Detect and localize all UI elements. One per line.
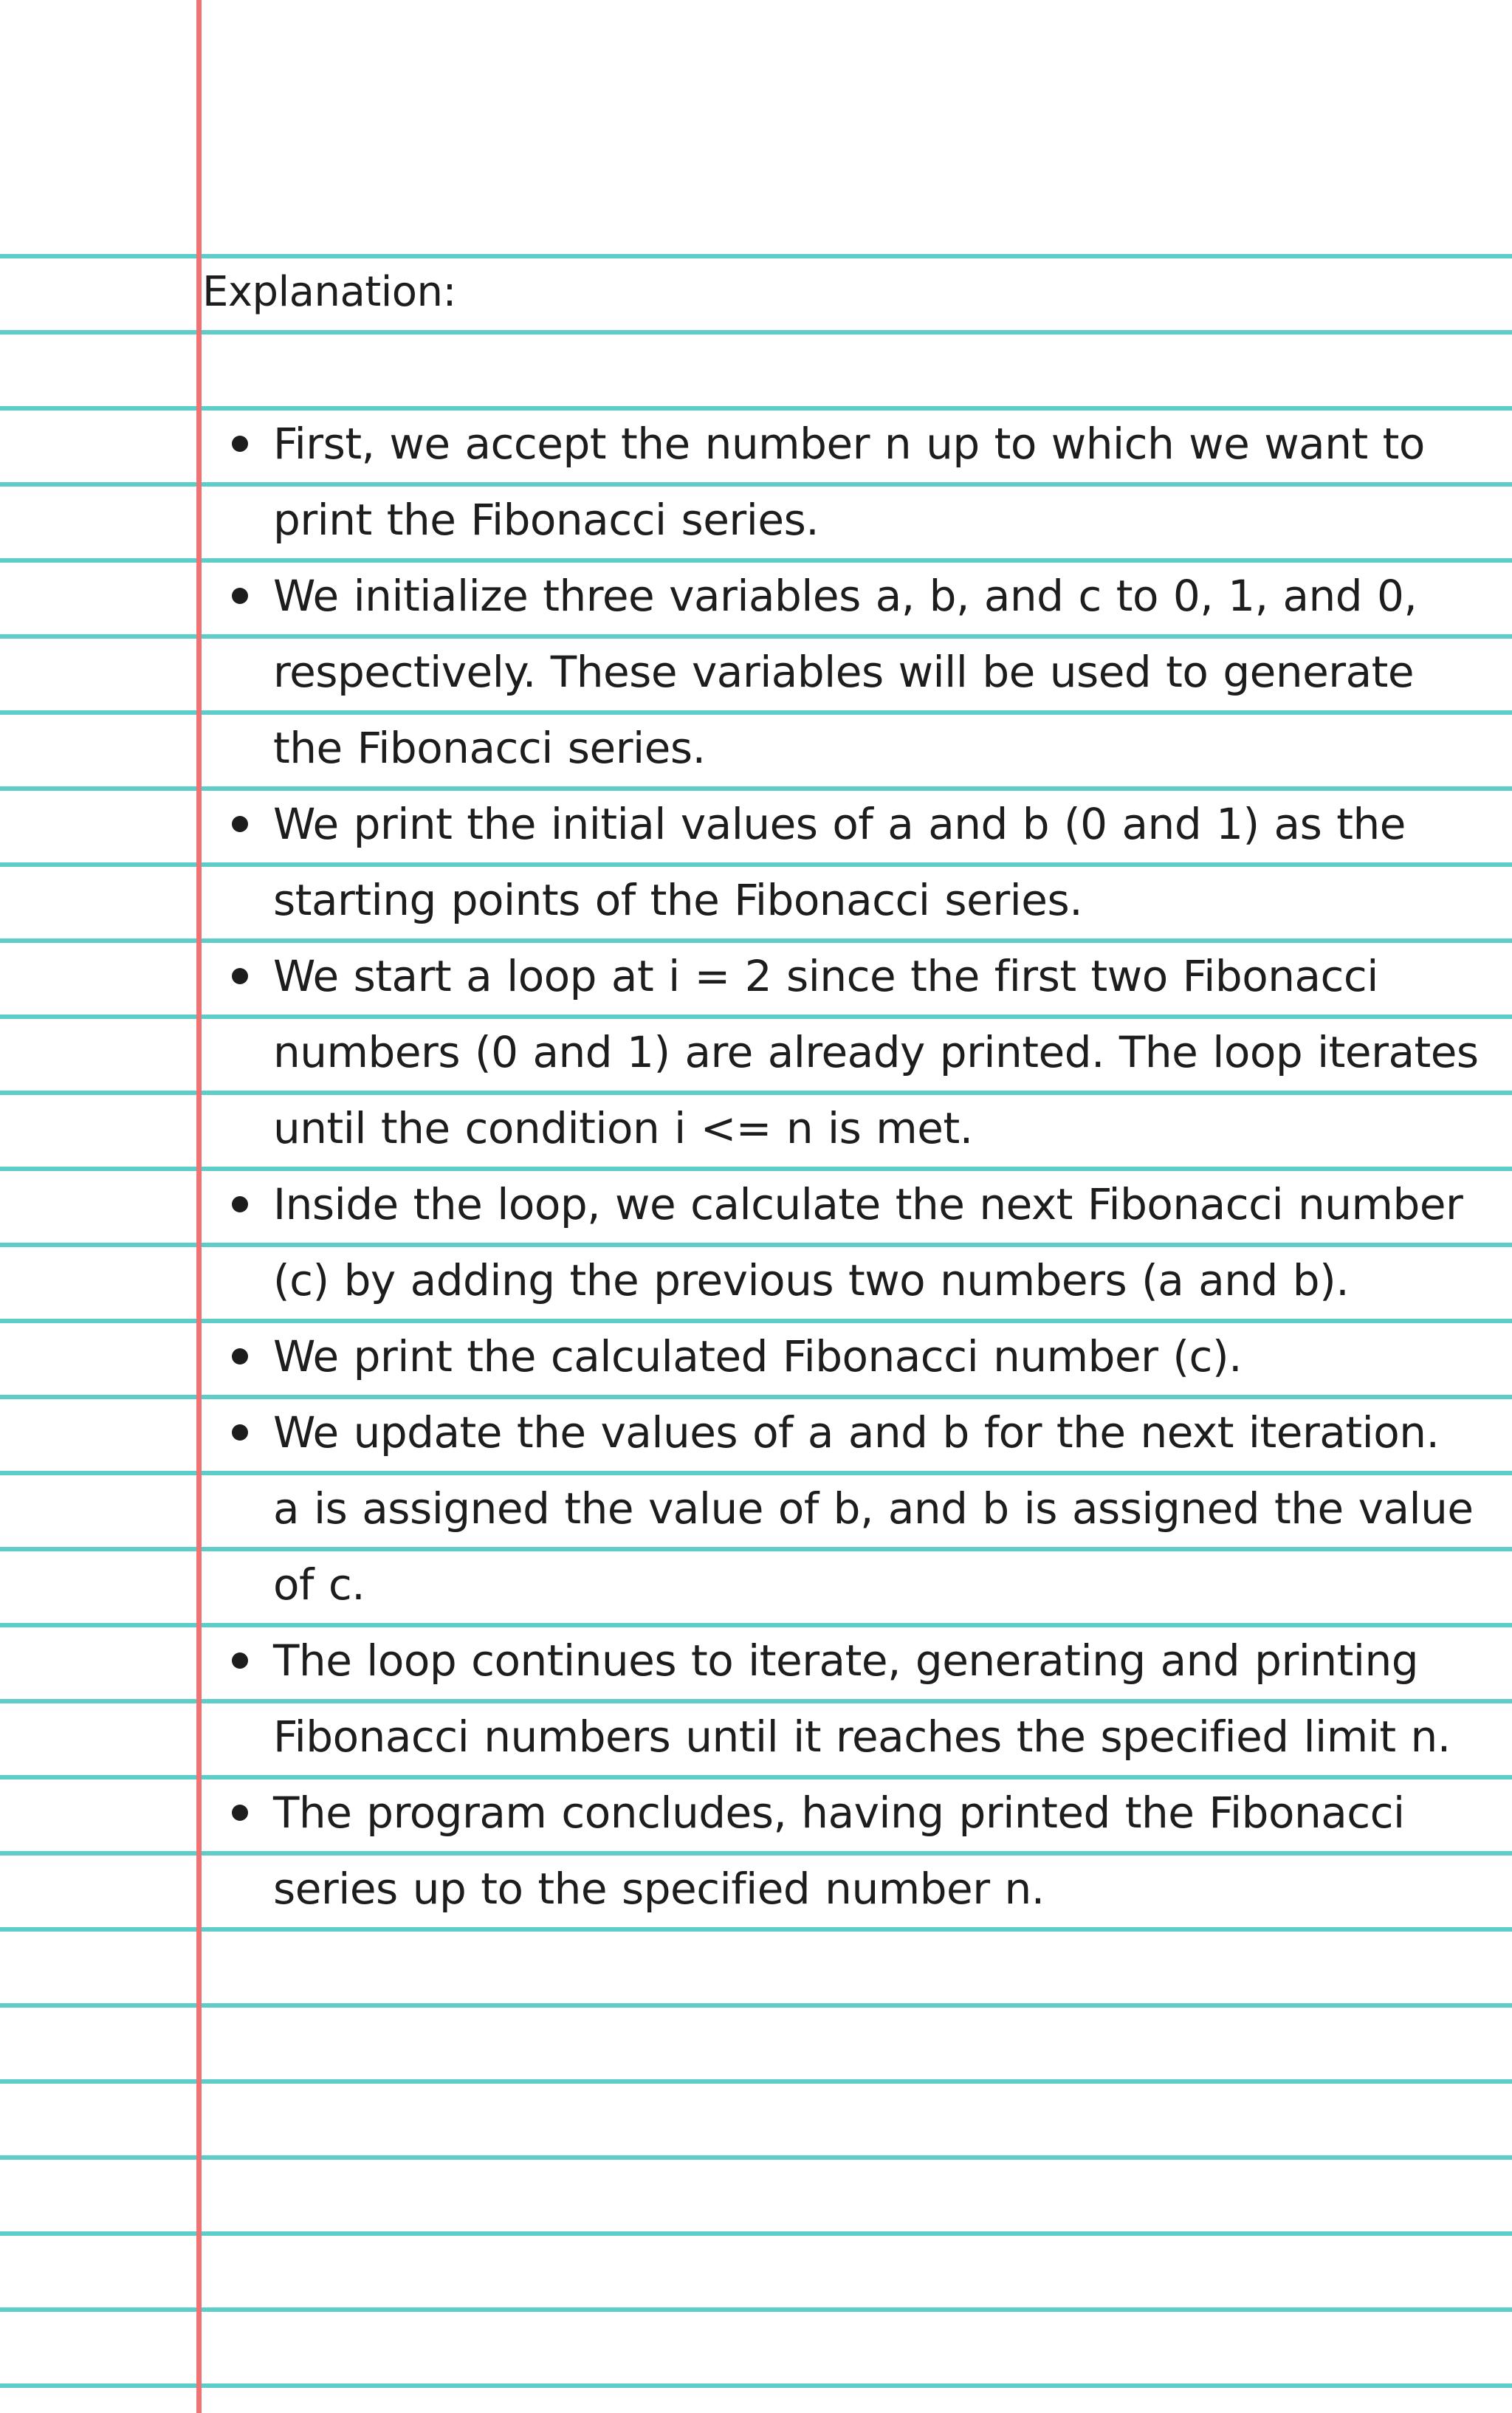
list-item [202,1623,1502,1775]
list-item [202,1395,1502,1623]
list-item-line: until the condition i <= n is met. [273,1103,973,1153]
bullet-icon [232,436,248,452]
ruled-line [0,2383,1512,2388]
list-item-line: print the Fibonacci series. [273,495,819,545]
list-item-line: First, we accept the number n up to which we want to [273,419,1425,469]
list-item-line: The program concludes, having printed the Fibonacci [273,1788,1405,1838]
list-item [202,1775,1502,1927]
list-item-line: a is assigned the value of b, and b is assigned the value [273,1483,1474,1534]
ruled-line [0,2231,1512,2236]
list-item [202,558,1502,786]
list-item [202,1319,1502,1395]
list-item-line: of c. [273,1559,365,1610]
list-item-line: Fibonacci numbers until it reaches the specified limit n. [273,1712,1451,1762]
list-item-line: Inside the loop, we calculate the next Fibonacci number [273,1179,1463,1229]
ruled-line [0,2079,1512,2084]
page-title: Explanation: [202,268,456,316]
list-item [202,406,1502,558]
list-item-line: (c) by adding the previous two numbers (a and b). [273,1255,1350,1305]
list-item-line: We print the calculated Fibonacci number (c). [273,1331,1243,1381]
bullet-icon [232,1196,248,1212]
ruled-line [0,1927,1512,1932]
bullet-icon [232,1424,248,1441]
bullet-icon [232,588,248,604]
list-item-line: We print the initial values of a and b (0 and 1) as the [273,799,1406,849]
bullet-list [202,406,1502,1927]
list-item-line: the Fibonacci series. [273,723,706,773]
ruled-line [0,2003,1512,2008]
list-item-line: We start a loop at i = 2 since the first two Fibonacci [273,951,1378,1001]
list-item-line: respectively. These variables will be used to generate [273,647,1415,697]
bullet-icon [232,1805,248,1821]
list-item-line: We initialize three variables a, b, and c to 0, 1, and 0, [273,571,1418,621]
bullet-icon [232,816,248,832]
blank-line [202,330,1502,406]
list-item-line: starting points of the Fibonacci series. [273,875,1083,925]
list-item-line: numbers (0 and 1) are already printed. The loop iterates [273,1027,1479,1077]
bullet-icon [232,1348,248,1365]
list-item-line: The loop continues to iterate, generating and printing [273,1635,1419,1686]
list-item [202,1167,1502,1319]
ruled-line [0,2307,1512,2312]
list-item-line: series up to the specified number n. [273,1864,1045,1914]
list-item-line: We update the values of a and b for the next iteration. [273,1407,1440,1458]
ruled-line [0,2155,1512,2160]
margin-line [196,0,202,2413]
bullet-icon [232,1652,248,1669]
note-content [202,254,1502,1927]
list-item [202,938,1502,1167]
list-item [202,786,1502,938]
bullet-icon [232,968,248,984]
